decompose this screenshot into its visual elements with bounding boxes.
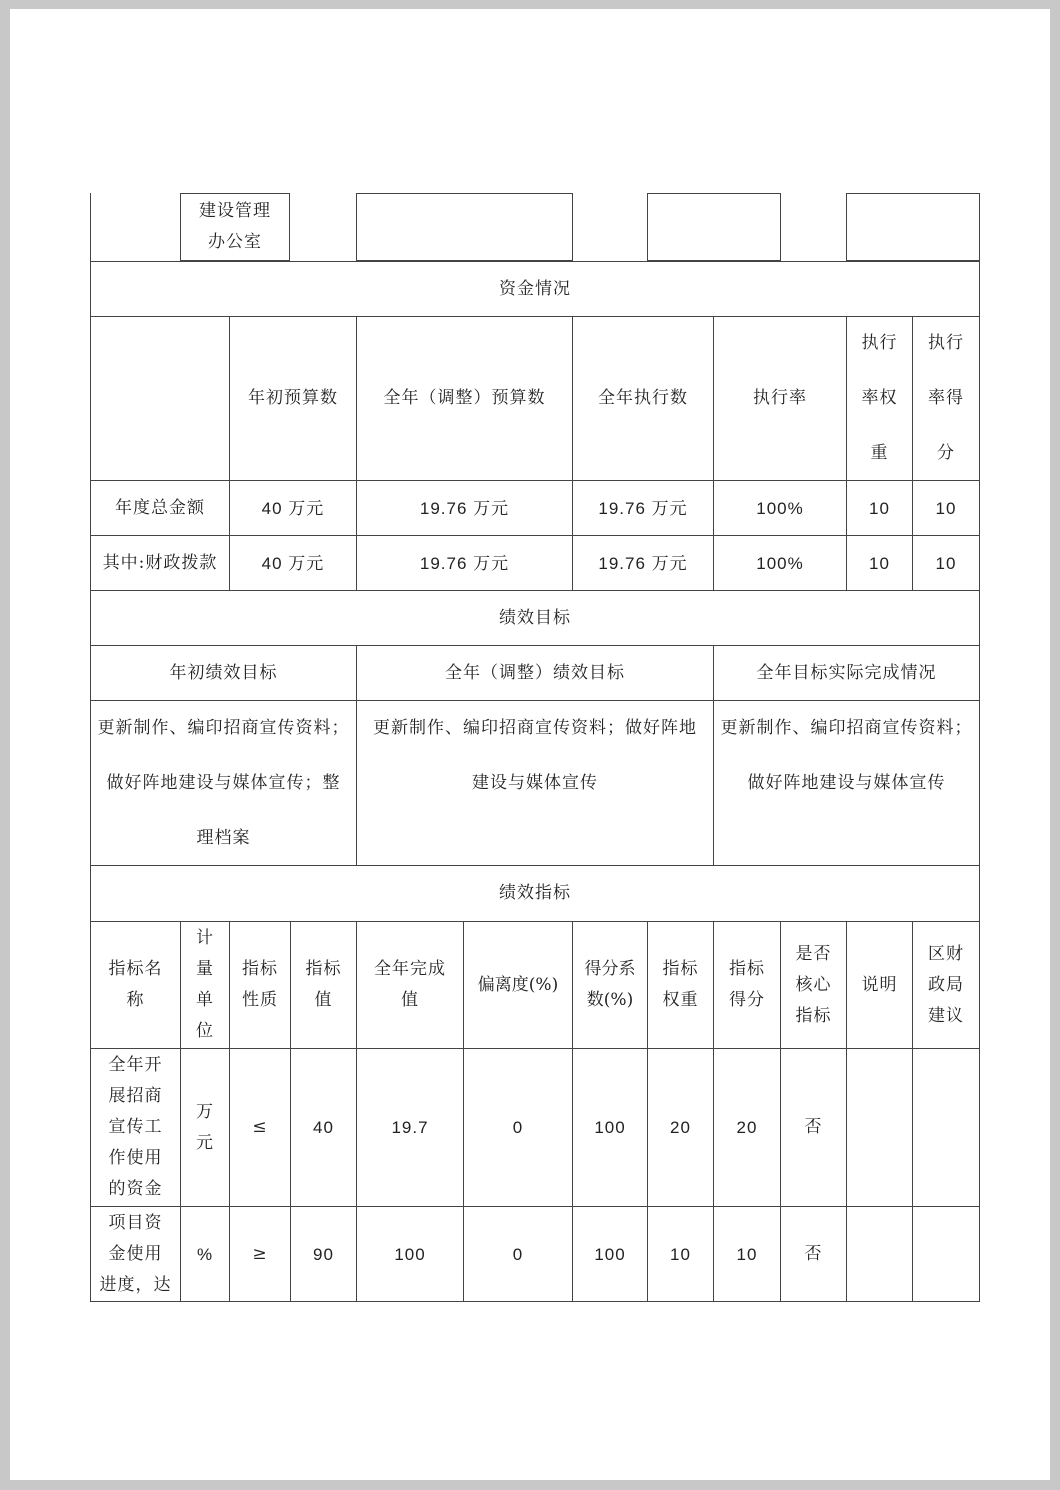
- ind-cell-advice: [912, 1048, 980, 1207]
- goal-line: 理档案: [196, 828, 251, 848]
- header-line: 核心: [795, 974, 832, 995]
- row-label-text: 其中:财政拨款: [102, 552, 218, 573]
- ind-cell-value: [290, 1206, 357, 1302]
- name-line: 展招商: [108, 1086, 163, 1106]
- blank-box: [846, 193, 980, 261]
- header-line: 区财: [928, 943, 964, 964]
- header-line: 是否: [795, 943, 832, 964]
- name-line: 作使用: [108, 1148, 163, 1168]
- unit-name-line: 建设管理: [199, 201, 271, 221]
- value-text: 10: [869, 553, 890, 573]
- ind-cell-weight: [647, 1206, 714, 1302]
- goals-adjusted-text: [356, 700, 714, 866]
- ind-cell-nature: [229, 1206, 291, 1302]
- ind-header-unit: [180, 921, 230, 1049]
- value-text: 否: [804, 1243, 823, 1264]
- header-line: 值: [314, 990, 333, 1010]
- header-line: 得分系: [584, 959, 636, 979]
- unit-cell: [180, 193, 290, 261]
- table-row-label: [90, 535, 230, 591]
- header-text: 全年执行数: [598, 388, 688, 408]
- header-adjusted-budget: [356, 316, 573, 481]
- name-line: 的资金: [108, 1179, 163, 1199]
- value-text: 19.76 万元: [598, 553, 688, 573]
- ind-header-coef: [572, 921, 648, 1049]
- cell-executed: [572, 535, 714, 591]
- value-text: 10: [935, 498, 957, 518]
- header-initial-budget: [229, 316, 357, 481]
- ind-cell-score: [713, 1206, 781, 1302]
- unit-name: [199, 196, 271, 258]
- ind-cell-completed: [356, 1048, 464, 1207]
- cell-score: [912, 535, 980, 591]
- unit-line: %: [196, 1244, 214, 1264]
- ind-cell-deviation: [463, 1206, 573, 1302]
- name-line: 全年开: [108, 1055, 163, 1075]
- ind-cell-advice: [912, 1206, 980, 1302]
- header-line: 指标: [305, 959, 342, 979]
- blank-box: [647, 193, 781, 261]
- header-text: 执行率: [753, 388, 807, 408]
- value-text: 19.76 万元: [419, 498, 510, 518]
- header-line: 率权: [861, 388, 898, 408]
- goals-initial-text: [90, 700, 357, 866]
- name-line: 金使用: [108, 1243, 163, 1264]
- goal-line: 做好阵地建设与媒体宣传: [747, 773, 946, 793]
- value-text: 40 万元: [261, 553, 325, 573]
- goal-line: 做好阵地建设与媒体宣传；整: [106, 773, 341, 793]
- ind-cell-coef: [572, 1206, 648, 1302]
- funds-section-title: [90, 261, 980, 317]
- header-line: 得分: [729, 990, 765, 1010]
- header-rate: [713, 316, 847, 481]
- header-line: 权重: [662, 990, 699, 1010]
- ind-cell-name: [90, 1206, 181, 1302]
- header-line: 偏离度(%): [477, 974, 559, 995]
- header-text: 全年（调整）绩效目标: [445, 662, 625, 683]
- cell-adjusted: [356, 480, 573, 536]
- header-line: 政局: [928, 974, 964, 995]
- goal-line: 更新制作、编印招商宣传资料；: [720, 718, 973, 738]
- ind-header-value: [290, 921, 357, 1049]
- header-line: 说明: [861, 974, 898, 995]
- ind-cell-unit: [180, 1206, 230, 1302]
- value-text: 0: [512, 1244, 524, 1264]
- header-line: 建议: [928, 1005, 964, 1026]
- header-line: 指标: [795, 1005, 832, 1026]
- value-text: 19.76 万元: [419, 553, 510, 573]
- header-line: 指标: [729, 959, 765, 979]
- ind-cell-value: [290, 1048, 357, 1207]
- ind-cell-completed: [356, 1206, 464, 1302]
- ind-cell-nature: [229, 1048, 291, 1207]
- header-line: 率得: [928, 388, 964, 408]
- header-text: 年初预算数: [248, 388, 338, 408]
- header-executed: [572, 316, 714, 481]
- goals-header-initial: [90, 645, 357, 701]
- unit-line: 万: [196, 1101, 214, 1122]
- cell-rate: [713, 480, 847, 536]
- cell-weight: [846, 480, 913, 536]
- value-text: 40: [313, 1118, 334, 1137]
- header-line: 全年完成: [374, 959, 446, 979]
- ind-cell-note: [846, 1048, 913, 1207]
- cell-adjusted: [356, 535, 573, 591]
- ind-header-advice: [912, 921, 980, 1049]
- goal-line: 更新制作、编印招商宣传资料；做好阵地: [373, 718, 697, 738]
- cell-executed: [572, 480, 714, 536]
- header-line: 性质: [242, 990, 278, 1010]
- ind-header-nature: [229, 921, 291, 1049]
- ind-cell-core: [780, 1206, 847, 1302]
- value-text: 100%: [756, 498, 804, 518]
- header-line: 量: [196, 959, 214, 979]
- header-line: 指标: [242, 959, 278, 979]
- header-line: 指标名: [108, 959, 163, 979]
- ind-header-completed: [356, 921, 464, 1049]
- blank-box: [356, 193, 573, 261]
- value-text: 0: [512, 1118, 524, 1137]
- ind-header-deviation: [463, 921, 573, 1049]
- goals-header-actual: [713, 645, 980, 701]
- ind-cell-score: [713, 1048, 781, 1207]
- header-text: 全年目标实际完成情况: [756, 662, 937, 683]
- ind-header-core: [780, 921, 847, 1049]
- header-line: 分: [937, 443, 955, 463]
- header-rate-score: [912, 316, 980, 481]
- value-text: 19.76 万元: [598, 498, 688, 518]
- value-text: 20: [736, 1118, 758, 1137]
- ind-cell-unit: [180, 1048, 230, 1207]
- header-line: 计: [196, 928, 214, 948]
- value-text: 90: [313, 1244, 334, 1264]
- value-text: 20: [670, 1118, 691, 1137]
- header-line: 值: [401, 990, 419, 1010]
- table-row-label: [90, 480, 230, 536]
- cell-weight: [846, 535, 913, 591]
- value-text: 10: [935, 553, 957, 573]
- ind-cell-deviation: [463, 1048, 573, 1207]
- header-text: 年初绩效目标: [169, 662, 278, 683]
- ind-cell-coef: [572, 1048, 648, 1207]
- goals-header-adjusted: [356, 645, 714, 701]
- ind-header-name: [90, 921, 181, 1049]
- header-line: 数(%): [586, 990, 634, 1010]
- ind-cell-weight: [647, 1048, 714, 1207]
- indicators-title-text: 绩效指标: [499, 883, 571, 903]
- ind-cell-core: [780, 1048, 847, 1207]
- ind-header-note: [846, 921, 913, 1049]
- value-text: 40 万元: [261, 498, 325, 518]
- ind-header-score: [713, 921, 781, 1049]
- header-line: 执行: [928, 333, 964, 353]
- name-line: 进度，达: [99, 1274, 172, 1295]
- header-line: 执行: [861, 333, 898, 353]
- value-text: 10: [670, 1244, 691, 1264]
- header-line: 称: [126, 990, 145, 1010]
- value-text: 100: [594, 1118, 626, 1137]
- ind-header-weight: [647, 921, 714, 1049]
- indicators-section-title: [90, 865, 980, 922]
- header-line: 重: [870, 443, 889, 463]
- goals-actual-text: [713, 700, 980, 866]
- goal-line: 建设与媒体宣传: [472, 773, 598, 793]
- cell-score: [912, 480, 980, 536]
- header-line: 位: [196, 1021, 214, 1041]
- name-line: 宣传工: [108, 1117, 163, 1137]
- value-text: 10: [869, 498, 890, 518]
- value-text: 100: [594, 1244, 626, 1264]
- row-label-text: 年度总金额: [115, 497, 205, 518]
- value-text: 100: [394, 1244, 426, 1264]
- funds-title-text: 资金情况: [499, 278, 571, 299]
- cell-initial: [229, 480, 357, 536]
- document-page: [10, 9, 1050, 1480]
- name-line: 项目资: [108, 1212, 163, 1233]
- cell-initial: [229, 535, 357, 591]
- funds-header-blank: [90, 316, 230, 481]
- value-text: ≤: [252, 1117, 268, 1137]
- goals-section-title: [90, 590, 980, 646]
- header-line: 单: [196, 990, 214, 1010]
- ind-cell-name: [90, 1048, 181, 1207]
- cell-rate: [713, 535, 847, 591]
- header-line: 指标: [662, 959, 699, 979]
- unit-line: 元: [196, 1132, 214, 1153]
- header-rate-weight: [846, 316, 913, 481]
- value-text: 10: [736, 1244, 758, 1264]
- value-text: 100%: [756, 553, 804, 573]
- header-text: 全年（调整）预算数: [383, 388, 546, 408]
- value-text: ≥: [252, 1243, 268, 1264]
- unit-name-line: 办公室: [208, 232, 262, 252]
- value-text: 否: [804, 1117, 823, 1137]
- goals-title-text: 绩效目标: [499, 607, 571, 628]
- value-text: 19.7: [391, 1118, 429, 1137]
- goal-line: 更新制作、编印招商宣传资料；: [97, 718, 350, 738]
- ind-cell-note: [846, 1206, 913, 1302]
